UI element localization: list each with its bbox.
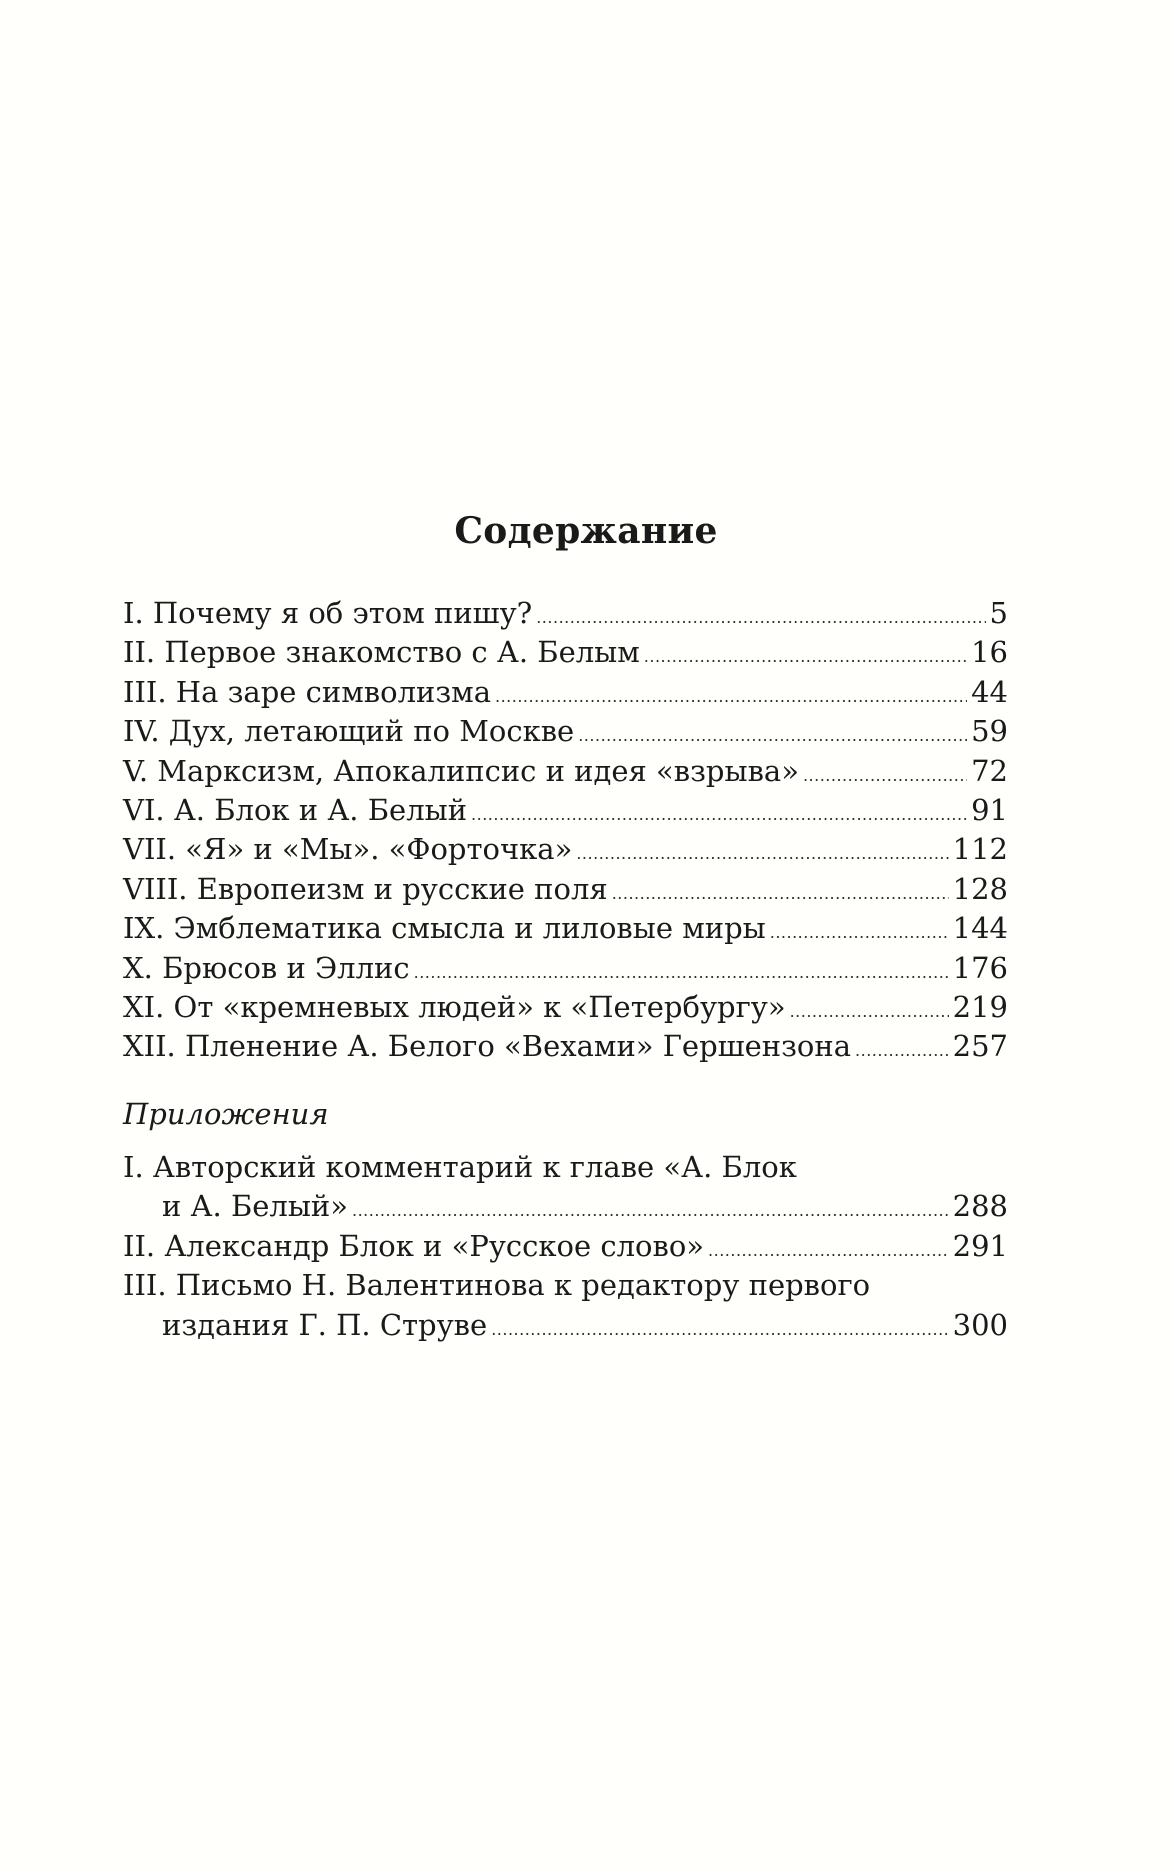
appendix-entry-page: 291 <box>952 1228 1008 1263</box>
toc-entry-label: VIII. Европеизм и русские поля <box>123 871 608 906</box>
toc-entry-7[interactable] <box>123 830 1008 869</box>
toc-entry-label: I. Почему я об этом пишу? <box>123 596 533 630</box>
dot-leader <box>471 807 967 823</box>
toc-entry-11[interactable] <box>123 988 1008 1027</box>
appendix-entry-line2-row <box>123 1306 1008 1345</box>
toc-entry-page: 128 <box>952 871 1008 906</box>
appendix-entry-line1: I. Авторский комментарий к главе «А. Блок <box>123 1149 797 1184</box>
appendix-entry-2[interactable] <box>123 1227 1008 1266</box>
toc-entry-12[interactable] <box>123 1027 1008 1066</box>
appendix-entry-3[interactable] <box>123 1266 1008 1345</box>
toc-entry-label: II. Первое знакомство с А. Белым <box>123 635 640 670</box>
toc-entry-label: XI. От «кремневых людей» к «Петербургу» <box>123 990 786 1025</box>
toc-entry-4[interactable] <box>123 712 1008 751</box>
appendix-entry-page: 300 <box>952 1307 1008 1342</box>
toc-entry-8[interactable] <box>123 870 1008 909</box>
toc-entry-page: 59 <box>971 714 1008 749</box>
toc-entry-2[interactable] <box>123 633 1008 672</box>
toc-entry-page: 144 <box>952 911 1008 946</box>
toc-entry-label: IX. Эмблематика смысла и лиловые миры <box>123 911 766 946</box>
toc-entry-6[interactable] <box>123 791 1008 830</box>
appendix-entry-line1: III. Письмо Н. Валентинова к редактору первого <box>123 1268 871 1303</box>
dot-leader <box>414 965 949 981</box>
toc-entry-label: IV. Дух, летающий по Москве <box>123 714 575 749</box>
dot-leader <box>855 1043 949 1059</box>
dot-leader <box>803 768 967 784</box>
toc-entry-5[interactable] <box>123 752 1008 791</box>
toc-entry-page: 5 <box>989 596 1008 630</box>
appendix-entry-page: 288 <box>952 1189 1008 1224</box>
dot-leader <box>612 886 949 902</box>
dot-leader <box>352 1203 949 1219</box>
toc-entry-page: 112 <box>952 832 1008 867</box>
dot-leader <box>578 728 967 744</box>
toc-entry-9[interactable] <box>123 909 1008 948</box>
toc-entry-label: VII. «Я» и «Мы». «Форточка» <box>123 832 573 867</box>
appendix-entry-1[interactable] <box>123 1148 1008 1227</box>
toc-entry-label: X. Брюсов и Эллис <box>123 950 410 985</box>
toc-entry-label: III. На заре символизма <box>123 674 491 709</box>
dot-leader <box>536 610 985 626</box>
toc-entry-label: V. Марксизм, Апокалипсис и идея «взрыва» <box>123 753 799 788</box>
toc-entry-label: XII. Пленение А. Белого «Вехами» Гершензона <box>123 1029 852 1064</box>
toc-entry-page: 72 <box>971 753 1008 788</box>
appendix-heading: Приложения <box>123 1096 329 1131</box>
toc-entry-3[interactable] <box>123 673 1008 712</box>
appendix-entry-line2: издания Г. П. Струве <box>162 1307 488 1342</box>
dot-leader <box>708 1243 949 1259</box>
toc-entry-page: 91 <box>971 793 1008 828</box>
dot-leader <box>491 1322 948 1338</box>
dot-leader <box>770 925 949 941</box>
toc-entry-page: 257 <box>952 1029 1008 1064</box>
table-of-contents <box>123 594 1008 1345</box>
toc-entry-page: 219 <box>952 990 1008 1025</box>
toc-entry-label: VI. А. Блок и А. Белый <box>123 793 468 828</box>
appendix-entry-line2: и А. Белый» <box>162 1189 348 1224</box>
dot-leader <box>495 689 967 705</box>
toc-entry-page: 176 <box>952 950 1008 985</box>
dot-leader <box>576 846 948 862</box>
toc-entry-1[interactable] <box>123 594 1008 633</box>
dot-leader <box>790 1004 949 1020</box>
dot-leader <box>644 649 967 665</box>
toc-entry-page: 16 <box>971 635 1008 670</box>
toc-entry-page: 44 <box>971 674 1008 709</box>
toc-entry-10[interactable] <box>123 949 1008 988</box>
appendix-entry-line2-row <box>123 1187 1008 1226</box>
page-title: Содержание <box>454 510 718 552</box>
appendix-entry-line1: II. Александр Блок и «Русское слово» <box>123 1228 705 1263</box>
